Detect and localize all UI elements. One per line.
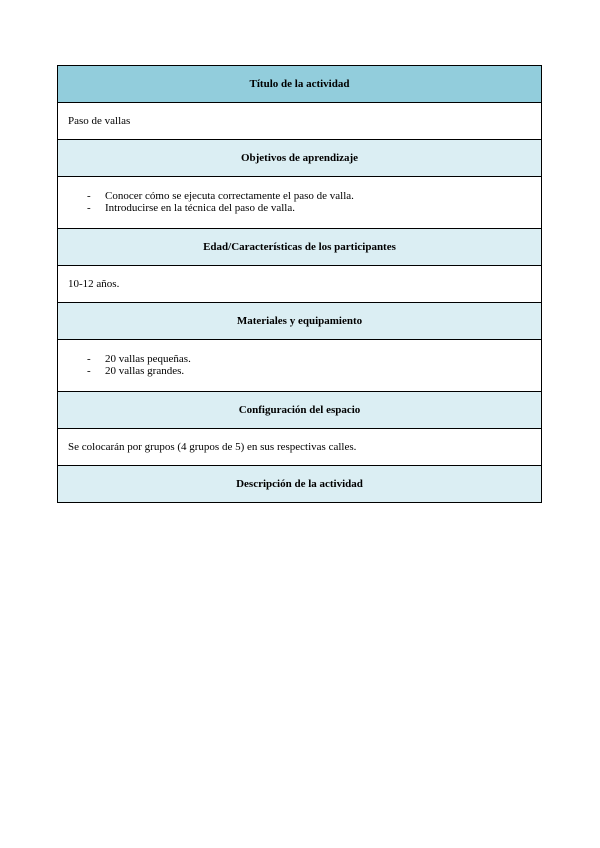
activity-title-header: Título de la actividad	[58, 66, 541, 103]
list-dash: -	[87, 190, 91, 202]
activity-title-value: Paso de vallas	[58, 103, 541, 140]
list-dash: -	[87, 353, 91, 365]
list-item	[87, 365, 541, 377]
materials-header: Materiales y equipamiento	[58, 303, 541, 340]
list-item-text: 20 vallas pequeñas.	[105, 353, 191, 365]
list-item-text: Introducirse en la técnica del paso de valla.	[105, 202, 295, 214]
list-dash: -	[87, 202, 91, 214]
space-configuration-value: Se colocarán por grupos (4 grupos de 5) en sus respectivas calles.	[58, 429, 541, 466]
materials-list	[58, 340, 541, 392]
learning-objectives-list	[58, 177, 541, 229]
list-item-text: Conocer cómo se ejecuta correctamente el paso de valla.	[105, 190, 354, 202]
space-configuration-header: Configuración del espacio	[58, 392, 541, 429]
activity-description-header: Descripción de la actividad	[58, 466, 541, 503]
participants-header: Edad/Características de los participantes	[58, 229, 541, 266]
activity-sheet-table	[57, 65, 542, 503]
learning-objectives-header: Objetivos de aprendizaje	[58, 140, 541, 177]
list-item	[87, 202, 541, 214]
list-dash: -	[87, 365, 91, 377]
participants-value: 10-12 años.	[58, 266, 541, 303]
list-item	[87, 190, 541, 202]
list-item-text: 20 vallas grandes.	[105, 365, 185, 377]
list-item	[87, 353, 541, 365]
